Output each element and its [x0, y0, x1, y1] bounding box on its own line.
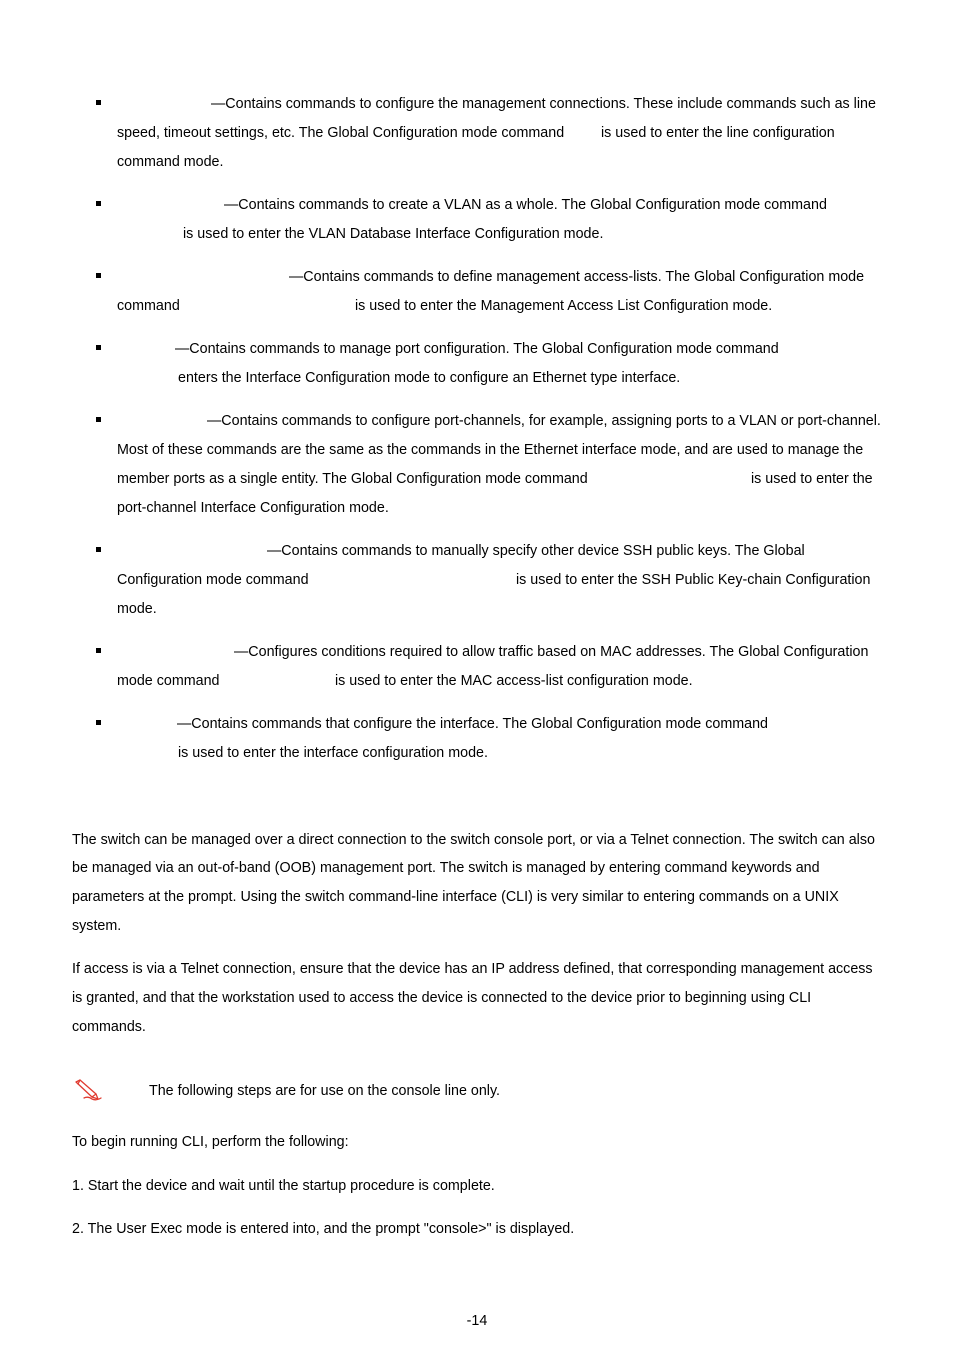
- bullet-5-line-3: member ports as a single entity. The Global Configuration mode command: [117, 471, 588, 487]
- bullet-8-line-2: is used to enter the interface configuration mode.: [178, 745, 488, 761]
- bullet-marker: [96, 100, 101, 105]
- paragraph-1-line-3: parameters at the prompt. Using the switch command-line interface (CLI) is very similar to entering commands on a UNIX: [72, 889, 839, 905]
- bullet-marker: [96, 547, 101, 552]
- bullet-marker: [96, 720, 101, 725]
- bullet-7-line-2: mode command: [117, 673, 220, 689]
- pencil-note-icon: [74, 1078, 104, 1102]
- bullet-1-line-4: command mode.: [117, 154, 224, 170]
- bullet-1-line-1: —Contains commands to configure the management connections. These include commands such as line: [211, 96, 876, 112]
- bullet-marker: [96, 273, 101, 278]
- bullet-3-line-2: command: [117, 298, 180, 314]
- paragraph-2-line-3: commands.: [72, 1019, 146, 1035]
- bullet-6-line-1: —Contains commands to manually specify other device SSH public keys. The Global: [267, 543, 805, 559]
- bullet-3-line-3: is used to enter the Management Access List Configuration mode.: [355, 298, 773, 314]
- bullet-marker: [96, 648, 101, 653]
- paragraph-1-line-2: be managed via an out-of-band (OOB) management port. The switch is managed by entering command keywords and: [72, 860, 820, 876]
- step-1: 1. Start the device and wait until the startup procedure is complete.: [72, 1178, 495, 1194]
- paragraph-2-line-1: If access is via a Telnet connection, ensure that the device has an IP address defined, that corresponding management access: [72, 961, 873, 977]
- bullet-5-line-4: is used to enter the: [751, 471, 873, 487]
- bullet-6-line-4: mode.: [117, 601, 157, 617]
- bullet-5-line-2: Most of these commands are the same as the commands in the Ethernet interface mode, and are used to manage the: [117, 442, 864, 458]
- steps-intro: To begin running CLI, perform the following:: [72, 1134, 349, 1150]
- bullet-3-line-1: —Contains commands to define management access-lists. The Global Configuration mode: [289, 269, 865, 285]
- bullet-7-line-3: is used to enter the MAC access-list configuration mode.: [335, 673, 693, 689]
- bullet-1-line-2: speed, timeout settings, etc. The Global Configuration mode command: [117, 125, 565, 141]
- bullet-2-line-2: is used to enter the VLAN Database Interface Configuration mode.: [183, 226, 604, 242]
- paragraph-1-line-1: The switch can be managed over a direct connection to the switch console port, or via a Telnet connection. The switch can also: [72, 832, 875, 848]
- paragraph-1-line-4: system.: [72, 918, 122, 934]
- bullet-4-line-2: enters the Interface Configuration mode to configure an Ethernet type interface.: [178, 370, 681, 386]
- bullet-marker: [96, 201, 101, 206]
- page-number: -14: [466, 1313, 488, 1329]
- bullet-6-line-3: is used to enter the SSH Public Key-chain Configuration: [516, 572, 871, 588]
- bullet-4-line-1: —Contains commands to manage port configuration. The Global Configuration mode command: [175, 341, 779, 357]
- bullet-7-line-1: —Configures conditions required to allow traffic based on MAC addresses. The Global Configuration: [234, 644, 869, 660]
- bullet-marker: [96, 345, 101, 350]
- bullet-5-line-1: —Contains commands to configure port-channels, for example, assigning ports to a VLAN or port-channel.: [207, 413, 881, 429]
- paragraph-2-line-2: is granted, and that the workstation used to access the device is connected to the device prior to beginning using CLI: [72, 990, 812, 1006]
- bullet-1-line-3: is used to enter the line configuration: [601, 125, 835, 141]
- bullet-6-line-2: Configuration mode command: [117, 572, 309, 588]
- step-2: 2. The User Exec mode is entered into, and the prompt "console>" is displayed.: [72, 1221, 575, 1237]
- bullet-marker: [96, 417, 101, 422]
- note-text: The following steps are for use on the console line only.: [149, 1083, 501, 1099]
- bullet-8-line-1: —Contains commands that configure the interface. The Global Configuration mode command: [177, 716, 768, 732]
- bullet-5-line-5: port-channel Interface Configuration mode.: [117, 500, 389, 516]
- bullet-2-line-1: —Contains commands to create a VLAN as a whole. The Global Configuration mode command: [224, 197, 827, 213]
